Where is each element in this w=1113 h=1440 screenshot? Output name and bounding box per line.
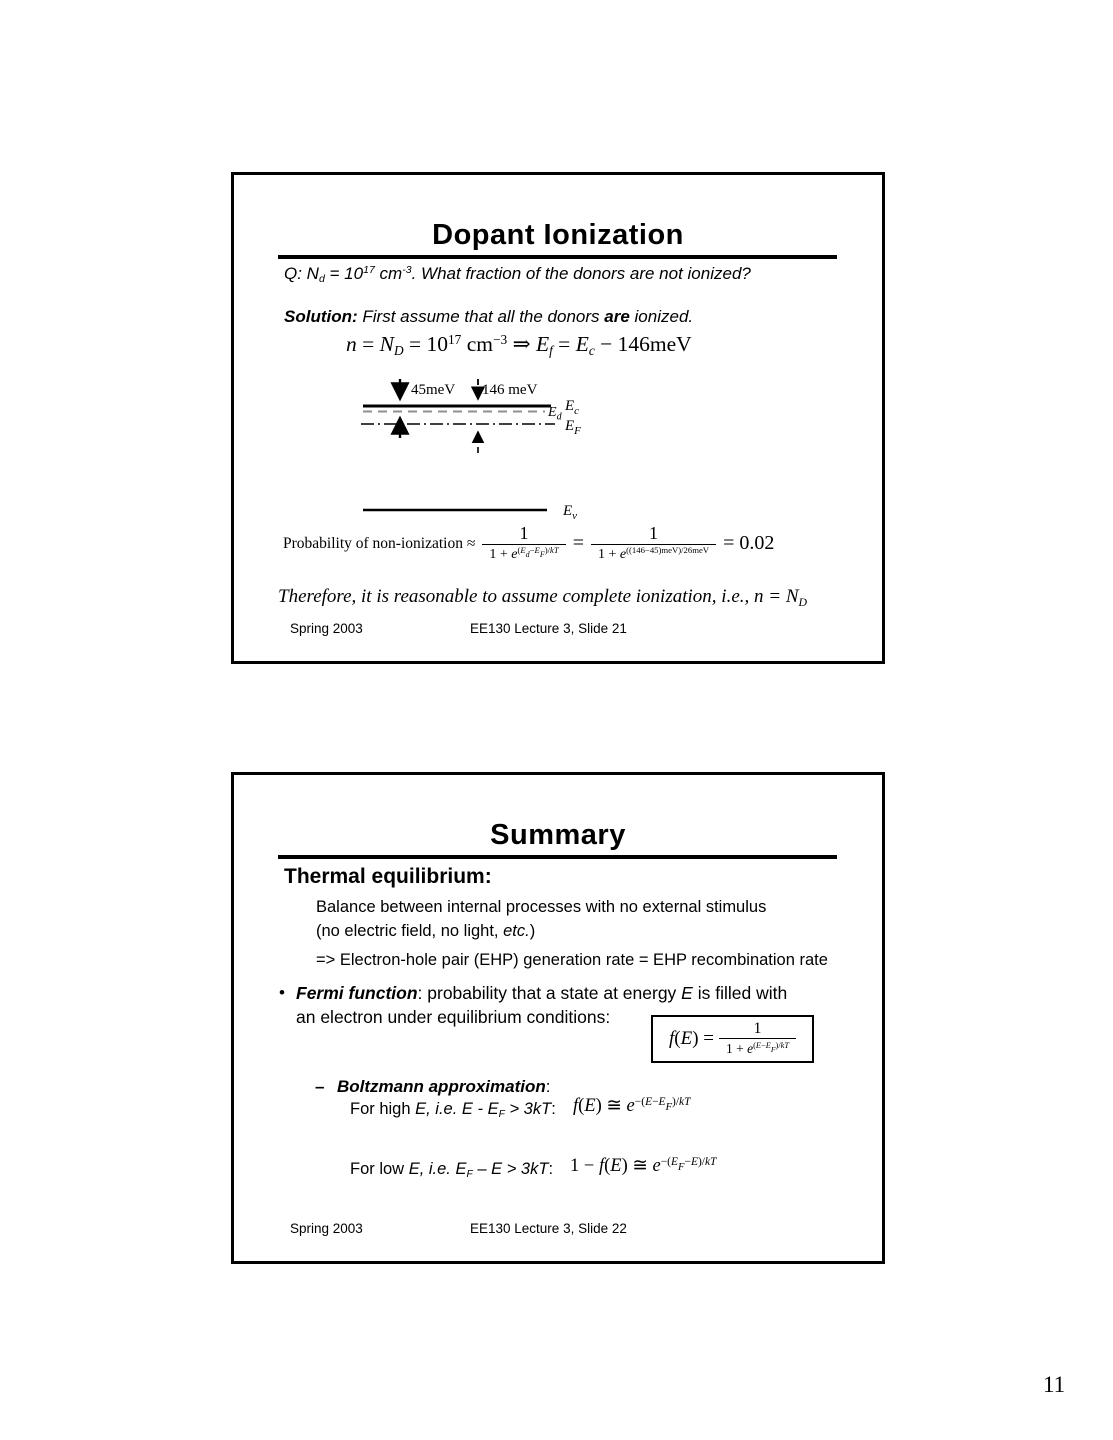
carrier-concentration-equation: $n = N_D = 10^{17}$ $cm^{-3}$ ⇒ $E_f = E_c - 146meV$ — [346, 331, 692, 359]
thermal-equilibrium-heading: Thermal equilibrium: — [284, 865, 492, 888]
body-line-no-field: (no electric field, no light, etc.) — [316, 922, 536, 940]
ev-level-label: $E_v$ — [563, 503, 578, 521]
ed-level-label: $E_d$ — [548, 405, 562, 423]
fermi-function-line2: an electron under equilibrium conditions: — [296, 1007, 611, 1027]
fraction-numeric: $\frac{1}{1 + e^{((146-45)meV)/26meV}}$ — [591, 523, 716, 565]
body-line-ehp: => Electron-hole pair (EHP) generation rate = EHP recombination rate — [316, 951, 828, 969]
label-146mev: 146 meV — [482, 382, 538, 398]
probability-equation — [283, 523, 774, 565]
probability-lead-text: Probability of non-ionization ≈ — [283, 534, 476, 552]
page-number: 11 — [1043, 1372, 1066, 1397]
question-text: Q: $N_d = 10^{17}$ $cm^{-3}$. What fraction of the donors are not ionized? — [284, 264, 751, 286]
title-underline — [278, 255, 837, 259]
boltzmann-approximation-heading: Boltzmann approximation: — [337, 1077, 551, 1096]
slide-title: Dopant Ionization — [432, 219, 684, 251]
slide-21-dopant-ionization — [231, 172, 885, 664]
label-45mev: 45meV — [411, 382, 456, 398]
energy-band-diagram — [355, 376, 605, 521]
sub-bullet-dash: – — [315, 1077, 325, 1096]
title-underline — [278, 855, 837, 859]
slide-title: Summary — [490, 819, 626, 851]
probability-result: = 0.02 — [723, 532, 775, 555]
ef-level-label: $E_F$ — [565, 418, 581, 437]
footer-semester: Spring 2003 — [290, 1221, 363, 1236]
footer-slide-id: EE130 Lecture 3, Slide 21 — [470, 621, 627, 636]
slide-22-summary — [231, 772, 885, 1264]
low-energy-condition: For low E, i.e. $E_F - E > 3kT$: — [350, 1160, 554, 1181]
fraction-symbolic: $\frac{1}{1 + e^{(E_d-E_F)/kT}}$ — [482, 523, 565, 565]
fermi-function-equation-box — [651, 1015, 814, 1063]
high-energy-equation: f(E) ≅ $e^{-(E-E_F)/kT}$ — [573, 1095, 691, 1116]
conclusion-text: Therefore, it is reasonable to assume complete ionization, i.e., $n = N_D$ — [278, 586, 807, 609]
solution-text: Solution: First assume that all the donors are ionized. — [284, 307, 694, 326]
low-energy-equation: 1 − f(E) ≅ $e^{-(E_F-E)/kT}$ — [570, 1155, 717, 1176]
high-energy-condition: For high E, i.e. $E - E_F > 3kT$: — [350, 1100, 556, 1121]
bullet-icon: • — [279, 983, 285, 1002]
ec-level-label: $E_c$ — [565, 398, 580, 417]
fermi-function-line1: Fermi function: probability that a state at energy E is filled with — [296, 983, 788, 1003]
footer-slide-id: EE130 Lecture 3, Slide 22 — [470, 1221, 627, 1236]
fermi-eq-lhs: f(E) = — [668, 1028, 714, 1049]
fermi-eq-fraction: $\frac{1}{1 + e^{(E-E_F)/kT}}$ — [719, 1020, 796, 1059]
body-line-balance: Balance between internal processes with no external stimulus — [316, 898, 767, 916]
footer-semester: Spring 2003 — [290, 621, 363, 636]
equals-sign: = — [572, 532, 585, 555]
